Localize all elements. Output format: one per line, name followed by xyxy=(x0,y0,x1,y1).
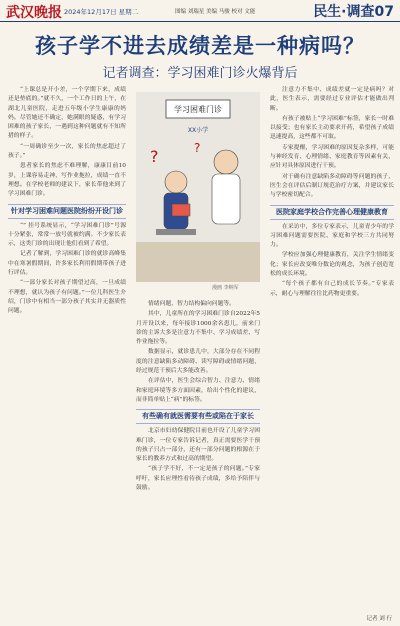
body-paragraph: 患者家长的焦虑不难理解，康康目前10岁，上课容易走神，写作业拖拉，成绩一直不理想。在学校老师的建议下，家长带他来到了学习困难门诊。 xyxy=(8,163,126,198)
body-paragraph: 有孩子被贴上“学习困难”标签，家长一时难以接受；也有家长主动要求开药，希望孩子成绩迅速提高，这些都不可取。 xyxy=(270,115,394,141)
body-paragraph: 专家提醒，学习困难的原因复杂多样，可能与神经发育、心理情绪、家庭教育等因素有关，应针对具体原因进行干预。 xyxy=(270,144,394,170)
body-paragraph: 北京市妇幼保健院目前也开设了儿童学习困难门诊，一位专家告诉记者，真正需要医学干预的孩子只占一部分，还有一部分问题的根源在于家长的教养方式和过高的期望。 xyxy=(136,428,260,463)
issue-date: 2024年12月17日 星期二 xyxy=(64,8,139,16)
section-label: 民生·调查07 xyxy=(313,4,394,20)
section-heading-1: 针对学习困难问题医院纷纷开设门诊 xyxy=(8,204,126,219)
body-paragraph: 注意力不集中、成绩差就一定是病吗？对此，医生表示，需要经过专业评估才能做出判断。 xyxy=(270,87,394,112)
svg-text:?: ? xyxy=(150,147,159,166)
reporter-byline: 记者 刘 行 xyxy=(366,616,392,622)
editor-credits: 图编 刘瑞星 美编 马骏 校对 文能 xyxy=(175,9,256,15)
column-1 xyxy=(8,86,126,621)
body-paragraph: 数据显示，就诊患儿中，大部分存在不同程度的注意缺陷多动障碍、读写障碍或情绪问题，经过规范干预后大多能改善。 xyxy=(136,349,260,375)
sign-label: 学习困难门诊 xyxy=(174,105,222,114)
masthead xyxy=(0,0,400,22)
school-tag: XX小学 xyxy=(187,127,209,134)
body-paragraph: 对于确有注意缺陷多动障碍等问题的孩子，医生会在评估后制订规范治疗方案，并建议家长与学校密切配合。 xyxy=(270,173,394,199)
body-paragraph: “每个孩子都有自己的成长节奏。”专家表示，耐心与理解往往比药物更重要。 xyxy=(270,281,394,297)
section-heading-2: 有些确有就医需要有些或陷在于家长 xyxy=(136,409,260,424)
body-paragraph: “一周确诊至少一次，家长的焦虑超过了孩子。” xyxy=(8,143,126,160)
article-subheadline: 记者调查：学习困难门诊火爆背后 xyxy=(102,66,298,81)
article-headline: 孩子学不进去成绩差是一种病吗？ xyxy=(35,34,365,58)
body-paragraph: 在评估中，医生会综合智力、注意力、情绪和家庭环境等多方面因素，给出个性化的建议，而非简单贴上“病”的标签。 xyxy=(136,378,260,403)
body-paragraph: 学校应加强心理健康教育，关注学生情绪变化；家长应改变唯分数论的观念，为孩子创造宽松的成长环境。 xyxy=(270,252,394,278)
svg-text:?: ? xyxy=(194,141,201,155)
column-2 xyxy=(136,300,260,621)
body-paragraph: 情绪问题，智力结构偏向问题等。 xyxy=(148,301,235,307)
illustration-art xyxy=(136,92,260,282)
illustration-credit: 漫画 李纳军 xyxy=(212,285,239,291)
body-paragraph: “一部分家长对孩子期望过高，一旦成绩不理想，就认为孩子有问题。”一位儿科医生介绍，门诊中有相当一部分孩子其实并无器质性问题。 xyxy=(8,280,126,315)
cartoon-illustration xyxy=(136,92,260,282)
body-paragraph: “上课总是开小差，一个学期下来，成绩还是垫底的。”就不久，一个工作日的上午，在湖北儿童医院，走进五年级小学生康康的妈妈。尽管她还不确定，她满眼的疑惑，有学习困难的孩子家长，一遇到这种问题就有不知所措的样子。 xyxy=(8,87,126,140)
body-paragraph: 记者了解到，学习困难门诊的就诊高峰集中在寒暑假期间，许多家长利用假期带孩子进行评估。 xyxy=(8,251,126,277)
body-paragraph: “孩子学不好，不一定是孩子的问题。”专家呼吁，家长应理性看待孩子成绩，多给予陪伴与鼓励。 xyxy=(136,466,260,492)
body-paragraph: “” 挂号系统显示，“学习困难门诊”号源十分紧张，常常一放号就被约满。不少家长表示，这类门诊的出现让他们看到了希望。 xyxy=(8,222,126,248)
newspaper-logo: 武汉晚报 xyxy=(6,5,62,21)
column-3 xyxy=(270,86,394,621)
body-paragraph: 在采访中，多位专家表示，儿童青少年的学习困难问题需要医院、家庭和学校三方共同努力。 xyxy=(270,223,394,249)
body-paragraph: 其中，儿童所在的学习困难门诊自2022年5月开设以来，每年接诊1000余名患儿，前来门诊的主诉大多是注意力不集中、学习成绩差、写作业拖拉等。 xyxy=(136,311,260,346)
section-heading-3: 医院家庭学校合作完善心理健康教育 xyxy=(270,205,394,220)
